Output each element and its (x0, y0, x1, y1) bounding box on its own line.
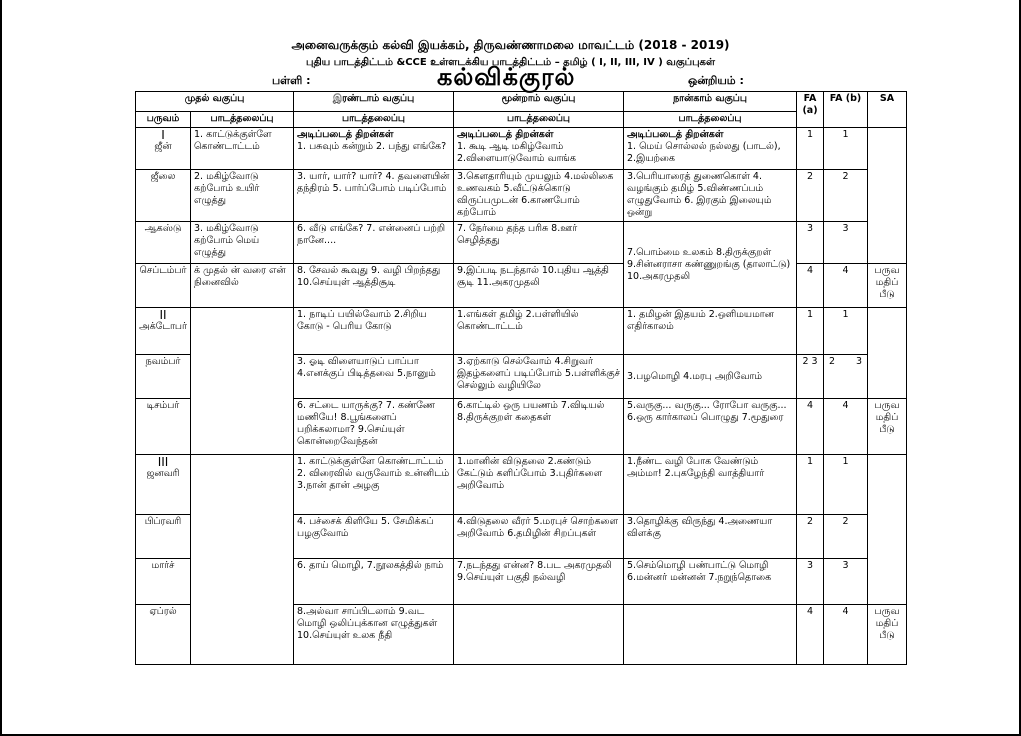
fa-b-value: 2 (824, 170, 868, 222)
class2-topic: 8.அல்வா சாப்பிடலாம் 9.வட மொழி ஒலிப்புக்கான எழுத்துகள் 10.செய்யுள் உலக நீதி (294, 605, 454, 665)
class1-topic: 1. காட்டுக்குள்ளே கொண்டாட்டம் (191, 128, 294, 170)
class3-topic: 7. நேர்மை தந்த பரிசு 8.ஊர் செழித்தது (454, 222, 624, 264)
class2-topic: 3. யார், யார்? யார்? 4. தவளையின் தந்திரம் 5. பார்ப்போம் படிப்போம் (294, 170, 454, 222)
month-name: ஜீலை (136, 170, 191, 222)
fa-b-value: 3 (824, 559, 868, 605)
term-month-cell (136, 308, 191, 355)
class3-topic: 6.காட்டில் ஒரு பயணம் 7.விடியல் 8.திருக்குறள் கதைகள் (454, 399, 624, 455)
subheader-row (136, 112, 907, 128)
syllabus-table (135, 91, 907, 665)
sa-cell (868, 128, 907, 264)
class4-empty (624, 605, 797, 665)
class2-topic: 4. பச்சைக் கிளியே 5. சேமிக்கப் பழகுவோம் (294, 515, 454, 559)
class4-topic: 1. தமிழன் இதயம் 2.ஒளிமயமான எதிர்காலம் (624, 308, 797, 355)
fa-a-value: 1 (797, 128, 824, 170)
fa-b-value: 2 (829, 356, 836, 367)
table-row (136, 170, 907, 222)
header-row (136, 92, 907, 112)
fa-a-value: 4 (797, 399, 824, 455)
month-name: மார்ச் (136, 559, 191, 605)
class3-topic: 3.ஏற்காடு செல்வோம் 4.சிறுவர் இதழ்களைப் படிப்போம் 5.பள்ளிக்குச் செல்லும் வழியிலே (454, 355, 624, 399)
col-header-class4: நான்காம் வகுப்பு (624, 92, 797, 112)
sa-cell (868, 455, 907, 605)
class2-topic-cell (294, 128, 454, 170)
fa-a-value: 2 3 (797, 355, 824, 399)
class3-topic: 4.விடுதலை வீரர் 5.மரபுச் சொற்களை அறிவோம் 6.தமிழின் சிறப்புகள் (454, 515, 624, 559)
term-number: III (157, 455, 169, 469)
fa-b-value: 1 (824, 128, 868, 170)
subheader-topic-class1: பாடத்தலைப்பு (191, 112, 294, 128)
fa-a-value: 2 (797, 515, 824, 559)
month-name: ஏப்ரல் (136, 605, 191, 665)
class4-topic: 5.வருகு... வருகு... ரோபோ வருகு... 6.ஒரு கார்காலப் பொழுது 7.மூதுரை (624, 399, 797, 455)
class1-topic: க் முதல் ன் வரை என் நினைவில் (191, 264, 294, 308)
fa-b-value: 1 (824, 308, 868, 355)
month-name: பிப்ரவரி (136, 515, 191, 559)
term-number: I (161, 128, 165, 142)
class4-topic: 3.பெரியாரைத் துணைகொள் 4. வழங்கும் தமிழ் 5.விண்ணப்பம் எழுதுவோம் 6. இரகும் இலையும் ஒன்று (624, 170, 797, 222)
class3-topic: 1. கூடி ஆடி மகிழ்வோம் 2.விளையாடுவோம் வாங்க (457, 141, 576, 164)
fa-b-value: 3 (824, 222, 868, 264)
fa-b-value-2: 3 (855, 356, 863, 367)
fa-a-value: 4 (797, 264, 824, 308)
class2-topic: 6. சட்டை யாருக்கு? 7. கண்ணே மணியே! 8.பூங்களைப் பறிக்கலாமா? 9.செய்யுள் கொன்றைவேந்தன் (294, 399, 454, 455)
fa-a-value: 3 (797, 222, 824, 264)
fa-b-value: 2 (824, 515, 868, 559)
class2-topic: 1. காட்டுக்குள்ளே கொண்டாட்டம் 2. விரைவில் வருவோம் உன்னிடம் 3.நான் தான் அழகு (294, 455, 454, 515)
month-name: டிசம்பர் (136, 399, 191, 455)
class3-topic: 1.எங்கள் தமிழ் 2.பள்ளியில் கொண்டாட்டம் (454, 308, 624, 355)
school-label: பள்ளி : (272, 74, 311, 87)
class2-topic: 6. வீடு எங்கே? 7. என்னைப் பற்றி நானே.... (294, 222, 454, 264)
class1-topic: 2. மகிழ்வோடு கற்போம் உயிர் எழுத்து (191, 170, 294, 222)
subheader-topic-class2: பாடத்தலைப்பு (294, 112, 454, 128)
class3-topic: 3.கௌதாரியும் முயலும் 4.மல்லிகை உணவகம் 5.வீட்டுக்கொடு விருப்பமுடன் 6.காணபோம் கற்போம் (454, 170, 624, 222)
class4-topic: 1. மெய் சொல்லல் நல்லது (பாடல்), 2.இயற்கை (627, 141, 781, 164)
table-row (136, 455, 907, 515)
class2-topic: 6. தாய் மொழி, 7.நூலகத்தில் நாம் (294, 559, 454, 605)
document-subtitle: புதிய பாடத்திட்டம் &CCE உள்ளடக்கிய பாடத்திட்டம் – தமிழ் ( I, II, III, IV ) வகுப்புகள் (306, 57, 715, 68)
table-row (136, 128, 907, 170)
subheader-topic-class4: பாடத்தலைப்பு (624, 112, 797, 128)
class1-empty (191, 308, 294, 455)
fa-a-value: 2 (797, 170, 824, 222)
term-month-cell (136, 128, 191, 170)
month-name: ஜீன் (154, 141, 172, 152)
class4-topic: 7.பொம்மை உலகம் 8.திருக்குறள் 9.சின்னராசா கண்ணுறங்கு (தாலாட்டு) 10.அகரமுதலி (624, 222, 797, 308)
class4-topic-cell (624, 128, 797, 170)
class3-topic: 1.மானின் விடுதலை 2.கண்டும் கேட்டும் களிப்போம் 3.புதிர்களை அறிவோம் (454, 455, 624, 515)
month-name: ஆகஸ்டு (136, 222, 191, 264)
col-header-sa: SA (868, 92, 907, 128)
fa-a-value: 4 (797, 605, 824, 665)
class1-empty (191, 455, 294, 665)
page-border-left (0, 0, 2, 736)
class3-topic: 7.நடந்தது என்ன? 8.பட அகரமுதலி 9.செய்யுள் பகுதி நல்வழி (454, 559, 624, 605)
class2-topic-heading: அடிப்படைத் திறன்கள் (297, 129, 394, 140)
class3-topic-heading: அடிப்படைத் திறன்கள் (457, 129, 554, 140)
subheader-topic-class3: பாடத்தலைப்பு (454, 112, 624, 128)
class3-topic: 9.இப்படி நடந்தால் 10.புதிய ஆத்தி சூடி 11.அகரமுதலி (454, 264, 624, 308)
class4-topic: 3.பழமொழி 4.மரபு அறிவோம் (624, 355, 797, 399)
sa-value (868, 605, 907, 665)
col-header-fa-a: FA (a) (797, 92, 824, 128)
class2-topic: 1. பசுவும் கன்றும் 2. பந்து எங்கே? (297, 141, 447, 152)
col-header-class3: மூன்றாம் வகுப்பு (454, 92, 624, 112)
fa-b-value: 1 (824, 455, 868, 515)
sa-text: பருவ மதிப் பீடு (874, 606, 900, 641)
fa-a-value: 3 (797, 559, 824, 605)
sa-text: பருவ மதிப் பீடு (874, 400, 900, 435)
fa-a-value: 1 (797, 455, 824, 515)
fa-b-value: 4 (824, 399, 868, 455)
document-title: அனைவருக்கும் கல்வி இயக்கம், திருவண்ணாமலை மாவட்டம் (2018 - 2019) (291, 38, 730, 52)
class2-topic: 3. ஓடி விளையாடுப் பாப்பா 4.எனக்குப் பிடித்தவை 5.நானும் (294, 355, 454, 399)
term-month-cell (136, 455, 191, 515)
class4-topic: 1.நீண்ட வழி போக வேண்டும் அம்மா! 2.புகழேந்தி வாத்தியார் (624, 455, 797, 515)
sa-text: பருவ மதிப் பீடு (874, 265, 900, 300)
class3-topic-cell (454, 128, 624, 170)
fa-b-cell (824, 355, 868, 399)
col-header-class1: முதல் வகுப்பு (136, 92, 294, 112)
class3-empty (454, 605, 624, 665)
class2-topic: 1. நாடிப் பயில்வோம் 2.சிறிய கோடு - பெரிய கோடு (294, 308, 454, 355)
month-name: ஜனவரி (146, 468, 180, 479)
term-number: II (159, 308, 167, 322)
fa-b-value: 4 (824, 264, 868, 308)
class4-topic: 5.செம்மொழி பண்பாட்டு மொழி 6.மன்னர் மன்னன் 7.நறுந்தொகை (624, 559, 797, 605)
month-name: அக்டோபர் (139, 321, 187, 332)
subheader-term: பருவம் (136, 112, 191, 128)
fa-a-value: 1 (797, 308, 824, 355)
col-header-fa-b: FA (b) (824, 92, 868, 128)
union-label: ஒன்றியம் : (688, 74, 744, 87)
sa-cell (868, 308, 907, 399)
class2-topic: 8. சேவல் கூவுது 9. வழி பிறந்தது 10.செய்யுள் ஆத்திசூடி (294, 264, 454, 308)
table-row (136, 222, 907, 264)
class4-topic-heading: அடிப்படைத் திறன்கள் (627, 129, 724, 140)
col-header-class2: இரண்டாம் வகுப்பு (294, 92, 454, 112)
table-row (136, 308, 907, 355)
fa-b-value: 4 (824, 605, 868, 665)
month-name: நவம்பர் (136, 355, 191, 399)
class1-topic: 3. மகிழ்வோடு கற்போம் மெய் எழுத்து (191, 222, 294, 264)
class4-topic: 3.தொழிக்கு விருந்து 4.அணையா விளக்கு (624, 515, 797, 559)
month-name: செப்டம்பர் (136, 264, 191, 308)
sa-value (868, 264, 907, 308)
brand-watermark: கல்விக்குரல் (437, 62, 576, 91)
sa-value (868, 399, 907, 455)
